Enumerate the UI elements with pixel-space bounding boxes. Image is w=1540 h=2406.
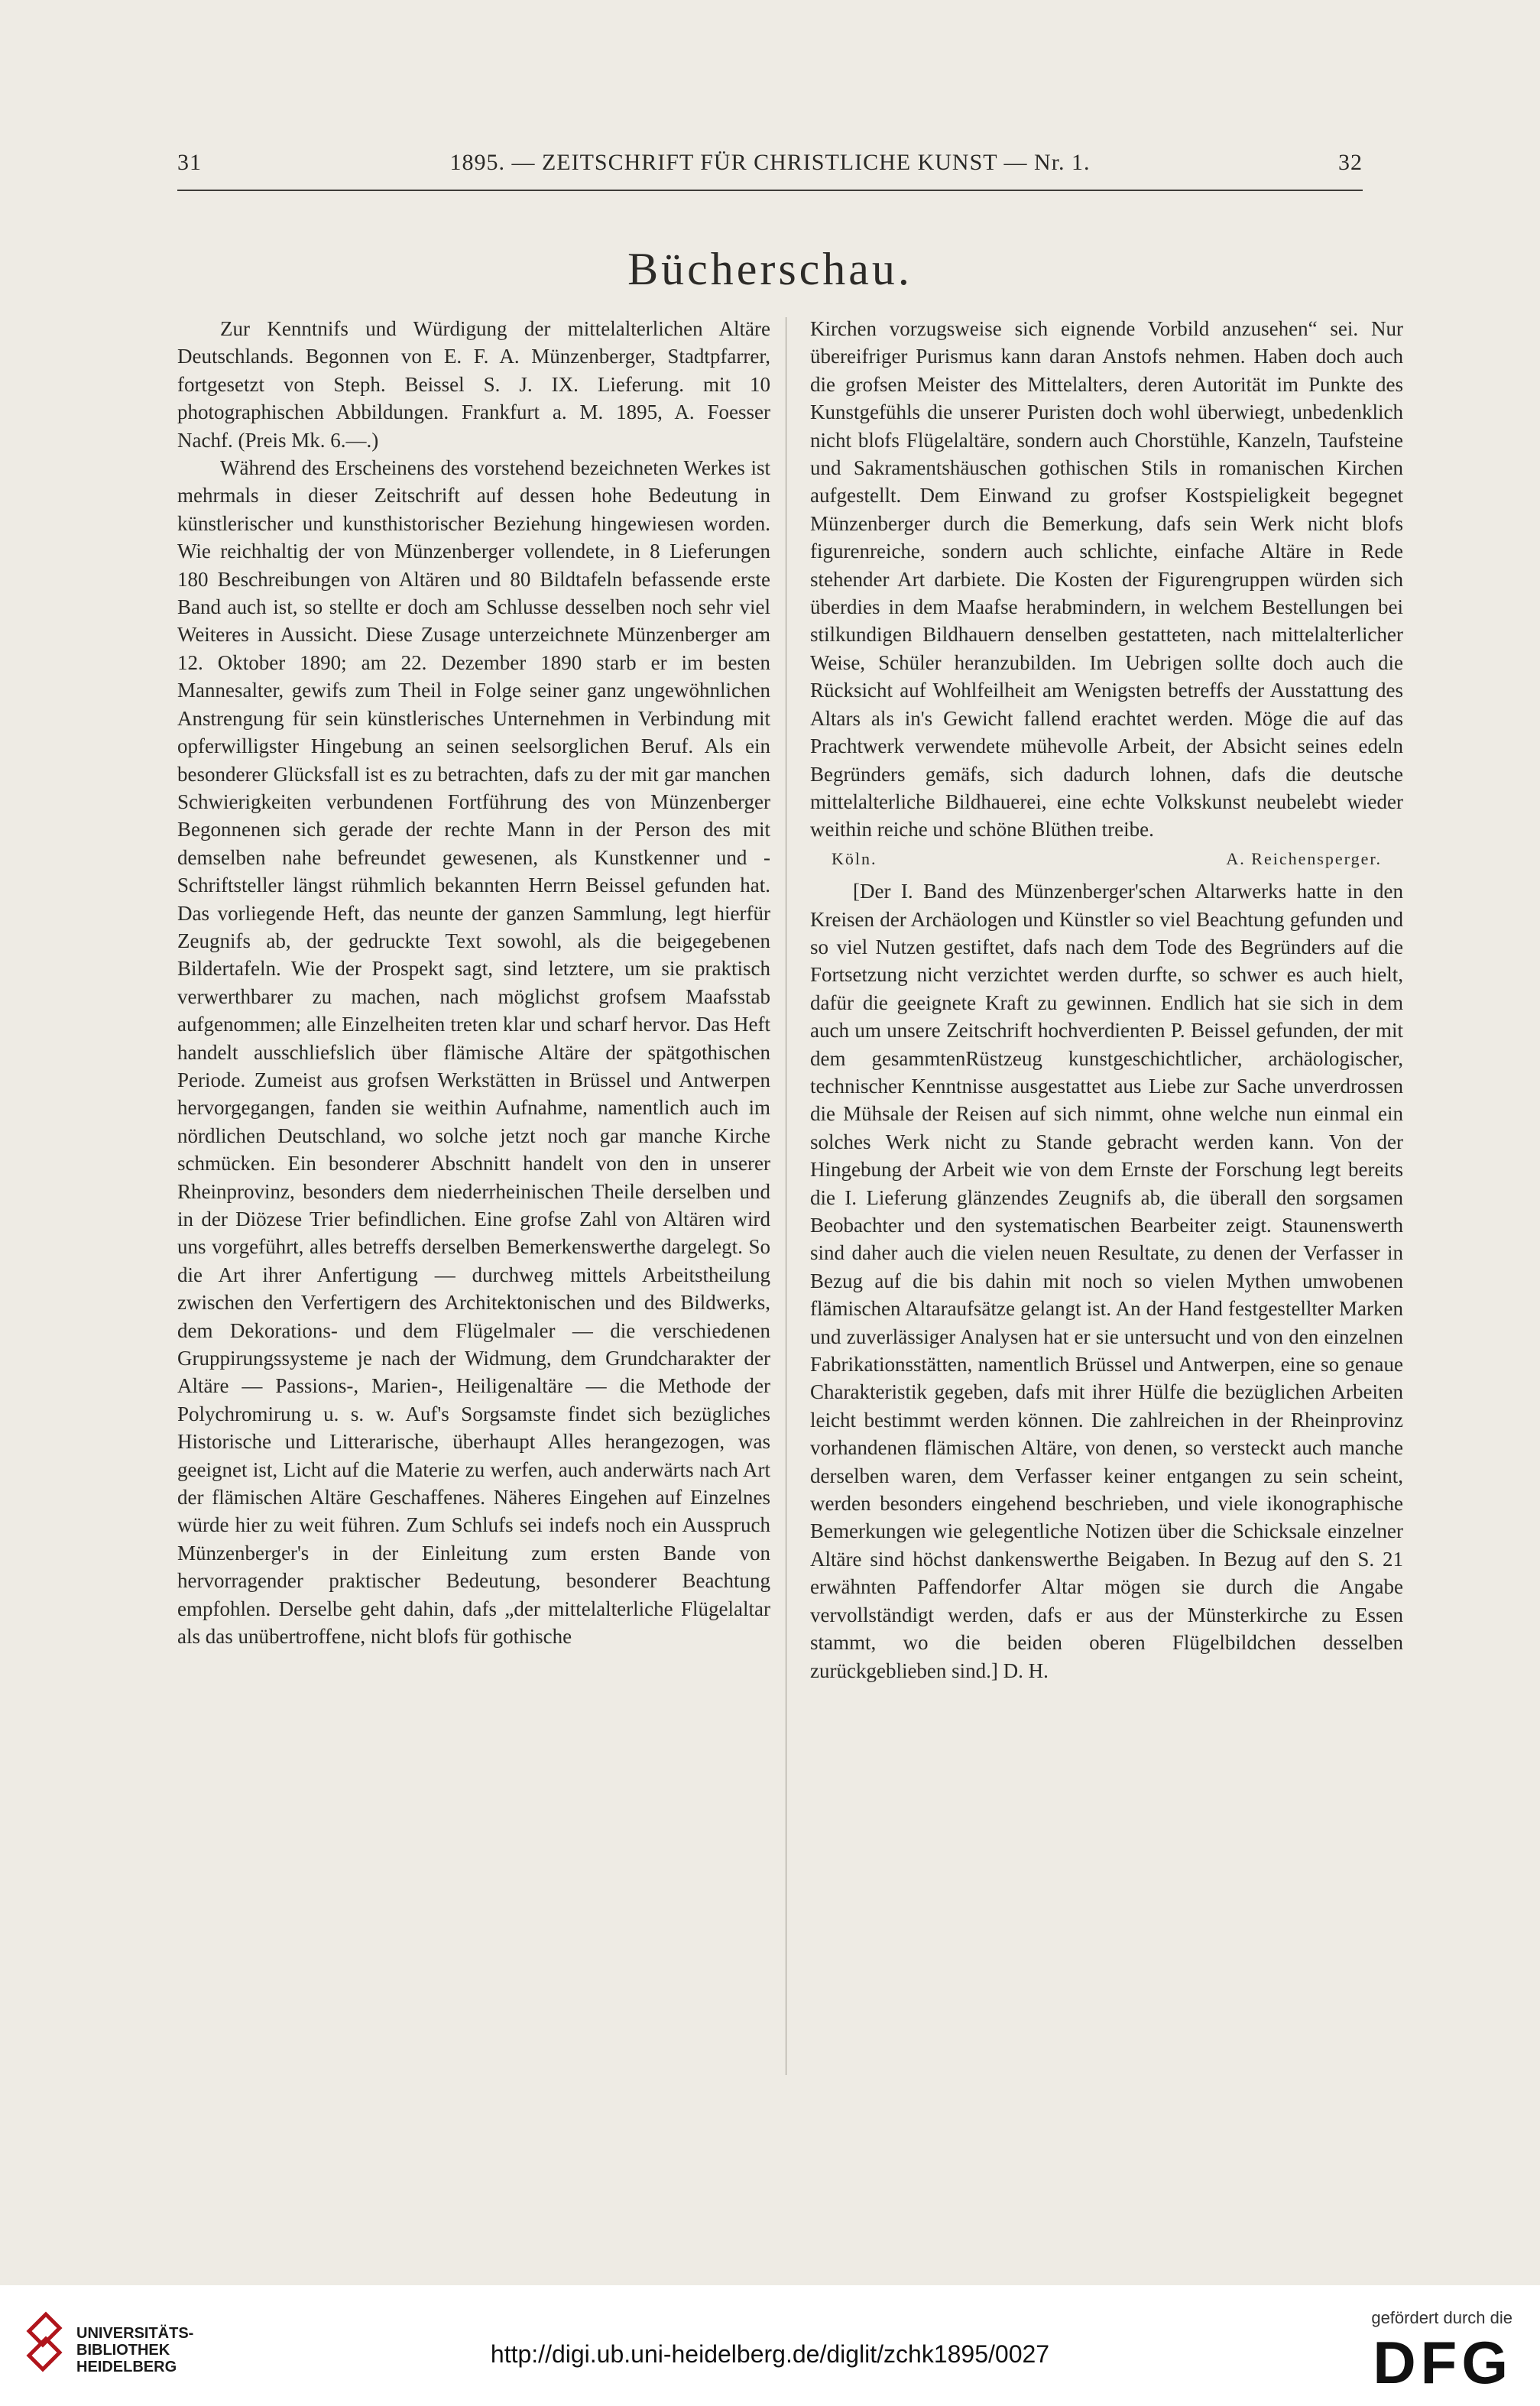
signature-place: Köln.	[832, 848, 877, 868]
library-name: UNIVERSITÄTS- BIBLIOTHEK HEIDELBERG	[76, 2325, 194, 2375]
review-continuation: Kirchen vorzugsweise sich eignende Vorbild anzusehen“ sei. Nur übereifriger Purismus kann daran Anstofs nehmen. Haben doch auch die grofsen Meister des Mittelalters, deren Autorität im Punkte des Kunstgefühls die unserer Puristen doch wohl überwiegt, unbedenklich nicht blofs Flügelaltäre, sondern auch Chorstühle, Kanzeln, Taufsteine und Sakramentshäuschen gothischen Stils in romanischen Kirchen aufgestellt. Dem Einwand zu grofser Kostspieligkeit begegnet Münzenberger durch die Bemerkung, dafs sein Werk nicht blofs figurenreiche, sondern auch schlichte, einfache Altäre in Rede stehender Art darbiete. Die Kosten der Figurengruppen würden sich überdies in dem Maafse herabmindern, in welchem Bestellungen bei stilkundigen Bildhauern denselben gestatteten, nach mittelalterlicher Weise, Schüler heranzubilden. Im Uebrigen sollte doch auch die Rücksicht auf Wohlfeilheit am Wenigsten betreffs der Ausstattung des Altars als in's Gewicht fallend erachtet werden. Möge die auf das Prachtwerk verwendete mühevolle Arbeit, der Absicht seines edeln Begründers gemäfs, sich dadurch lohnen, dafs die deutsche mittelalterliche Bildhauerei, eine echte Volkskunst neubelebt wieder weithin reiche und schöne Blüthen treibe.	[810, 317, 1403, 841]
review-paragraph: Während des Erscheinens des vorstehend bezeichneten Werkes ist mehrmals in dieser Zeitschrift auf dessen hohe Bedeutung in künstlerischer und kunsthistorischer Beziehung hingewiesen worden. Wie reichhaltig der von Münzenberger vollendete, in 8 Lieferungen 180 Beschreibungen von Altären und 80 Bildtafeln befassende erste Band auch ist, so stellte er doch am Schlusse desselben noch sehr viel Weiteres in Aussicht. Diese Zusage unterzeichnete Münzenberger am 12. Oktober 1890; am 22. Dezember 1890 starb er im besten Mannesalter, gewifs zum Theil in Folge seiner ganz ungewöhnlichen Anstrengung für sein künstlerisches Unternehmen in Verbindung mit opferwilligster Hingebung an seinen seelsorglichen Beruf. Als ein besonderer Glücksfall ist es zu betrachten, dafs zu der mit gar manchen Schwierigkeiten verbundenen Fortführung des von Münzenberger Begonnenen sich gerade der rechte Mann in der Person des mit demselben nahe befreundet gewesenen, als Kunstkenner und -Schriftsteller längst rühmlich bekannten Herrn Beissel gefunden hat. Das vorliegende Heft, das neunte der ganzen Sammlung, legt hierfür Zeugnifs ab, der gedruckte Text sowohl, als die beigegebenen Bildertafeln. Wie der Prospekt sagt, sind letztere, um sie praktisch verwerthbarer zu machen, nach möglichst grofsem Maafsstab aufgenommen; alle Einzelheiten treten klar und scharf hervor. Das Heft handelt ausschliefslich über flämische Altäre der spätgothischen Periode. Zumeist aus grofsen Werkstätten in Brüssel und Antwerpen hervorgegangen, fanden sie weithin Aufnahme, namentlich auch im nördlichen Deutschland, wo solche jetzt noch gar manche Kirche schmücken. Ein besonderer Abschnitt handelt von den in unserer Rheinprovinz, besonders dem niederrheinischen Theile derselben und in der Diözese Trier befindlichen. Eine grofse Zahl von Altären wird uns vorgeführt, alles betreffs derselben Bemerkenswerthe dargelegt. So die Art ihrer Anfertigung — durchweg mittels Arbeitstheilung zwischen den Verfertigern des Architektonischen und des Bildwerks, dem Dekorations- und dem Flügelmaler — die verschiedenen Gruppirungssysteme je nach der Widmung, dem Grundcharakter der Altäre — Passions-, Marien-, Heiligenaltäre — die Methode der Polychromirung u. s. w. Auf's Sorgsamste findet sich bezügliches Historische und Litterarische, überhaupt Alles herangezogen, was geeignet ist, Licht auf die Materie zu werfen, auch anderwärts nach Art der flämischen Altäre Geschaffenes. Näheres Eingehen auf Einzelnes würde hier zu weit führen. Zum Schlufs sei indefs noch ein Ausspruch Münzenberger's in der Einleitung zum ersten Bande von hervorragender praktischer Bedeutung, besonderer Beachtung empfohlen. Derselbe geht dahin, dafs „der mittelalterliche Flügelaltar als das unübertroffene, nicht blofs für gothische	[177, 456, 770, 1649]
footer-bar	[0, 2285, 1540, 2406]
journal-title: 1895. — ZEITSCHRIFT FÜR CHRISTLICHE KUNST — Nr. 1.	[449, 150, 1091, 175]
right-column	[810, 315, 1403, 2096]
funding-note: gefördert durch die	[1371, 2308, 1512, 2327]
source-url-link[interactable]: http://digi.ub.uni-heidelberg.de/diglit/zchk1895/0027	[490, 2340, 1050, 2368]
section-title: Bücherschau.	[627, 244, 913, 294]
page-number-left: 31	[177, 150, 202, 175]
book-citation: Zur Kenntnifs und Würdigung der mittelalterlichen Altäre Deutschlands. Begonnen von E. F. A. Münzenberger, Stadtpfarrer, fortgesetzt von Steph. Beissel S. J. IX. Lieferung. mit 10 photographischen Abbildungen. Frankfurt a. M. 1895, A. Foesser Nachf. (Preis Mk. 6.—.)	[177, 317, 770, 452]
page-number-right: 32	[1338, 150, 1363, 175]
signature-line	[810, 845, 1403, 873]
running-header	[177, 150, 1363, 180]
editor-note: [Der I. Band des Münzenberger'schen Altarwerks hatte in den Kreisen der Archäologen und Künstler so viel Beachtung gefunden und so viel Nutzen gestiftet, dafs nach dem Tode des Begründers auf die Fortsetzung nicht verzichtet werden durfte, so schwer es auch hielt, dafür die geeignete Kraft zu gewinnen. Endlich hat sie sich in dem auch um unsere Zeitschrift hochverdienten P. Beissel gefunden, der mit dem gesammtenRüstzeug kunstgeschichtlicher, archäologischer, technischer Kenntnisse ausgestattet aus Liebe zur Sache unverdrossen die Mühsale der Reisen auf sich nimmt, ohne welche nun einmal ein solches Werk nicht zu Stande gebracht werden kann. Von der Hingebung der Arbeit wie von dem Ernste der Forschung legt bereits die I. Lieferung glänzendes Zeugnifs ab, die überall den sorgsamen Beobachter und den systematischen Bearbeiter zeigt. Staunenswerth sind daher auch die vielen neuen Resultate, zu denen der Verfasser in Bezug auf die bis dahin mit noch so vielen Mythen umwobenen flämischen Altaraufsätze gelangt ist. An der Hand festgestellter Marken und zuverlässiger Analysen hat er sie untersucht und von den einzelnen Fabrikationsstätten, namentlich Brüssel und Antwerpen, eine so genaue Charakteristik gegeben, dafs mit ihrer Hülfe die bezüglichen Arbeiten leicht bestimmt werden können. Die zahlreichen in der Rheinprovinz vorhandenen flämischen Altäre, von denen, so versteckt auch manche derselben waren, dem Verfasser keiner entgangen zu sein scheint, werden besonders eingehend beschrieben, und viele ikonographische Bemerkungen wie gelegentliche Notizen über die Schicksale einzelner Altäre sind höchst dankenswerthe Beigaben. In Bezug auf den S. 21 erwähnten Paffendorfer Altar mögen sie durch die Angabe vervollständigt werden, dafs er aus der Münsterkirche zu Essen stammt, wo die beiden oberen Flügelbildchen desselben zurückgeblieben sind.] D. H.	[810, 880, 1403, 1682]
left-column	[177, 315, 770, 2096]
signature-name: A. Reichensperger.	[1226, 848, 1382, 868]
header-rule	[177, 190, 1363, 191]
dfg-logo: DFG	[1373, 2329, 1512, 2396]
